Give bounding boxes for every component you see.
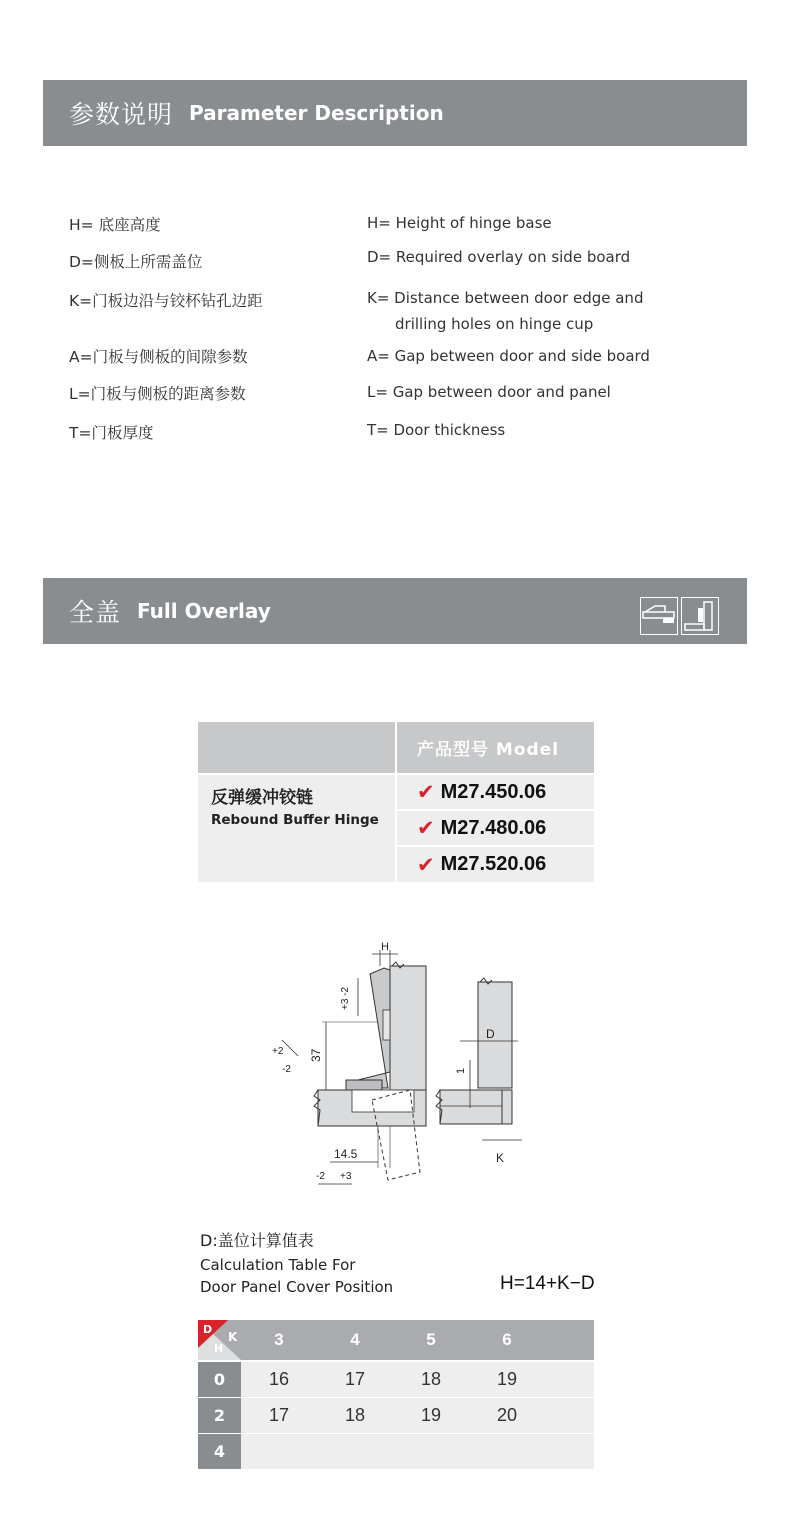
model-code: M27.520.06 bbox=[440, 853, 547, 875]
table-cell: 17 bbox=[344, 1369, 366, 1389]
full-overlay-side-icon bbox=[681, 597, 719, 635]
calc-title-en-1: Calculation Table For bbox=[200, 1256, 356, 1274]
table-cell bbox=[241, 1434, 317, 1469]
param-a-zh: A=门板与侧板的间隙参数 bbox=[69, 348, 248, 366]
h-value: 0 bbox=[198, 1362, 241, 1397]
param-h-en: H= Height of hinge base bbox=[367, 214, 552, 232]
param-t-en: T= Door thickness bbox=[367, 421, 506, 439]
model-code: M27.480.06 bbox=[440, 816, 547, 839]
label-adj-vertical: +3 -2 bbox=[340, 986, 351, 1010]
k-value: 4 bbox=[350, 1330, 360, 1349]
overlay-icons bbox=[640, 597, 719, 635]
table-row bbox=[198, 1434, 594, 1469]
model-row bbox=[397, 775, 594, 809]
full-overlay-top-icon bbox=[640, 597, 678, 635]
h-value: 4 bbox=[198, 1434, 241, 1469]
param-h-zh: H= 底座高度 bbox=[69, 216, 161, 234]
label-14-5: 14.5 bbox=[334, 1147, 358, 1161]
param-k-en: K= Distance between door edge and bbox=[367, 289, 644, 307]
corner-h: H bbox=[214, 1342, 224, 1355]
table-cell: 18 bbox=[344, 1405, 366, 1425]
product-name-en: Rebound Buffer Hinge bbox=[211, 812, 379, 828]
check-icon: ✔ bbox=[417, 852, 435, 877]
table-cell: 20 bbox=[496, 1405, 518, 1425]
product-name-zh: 反弹缓冲铰链 bbox=[211, 788, 313, 808]
table-cell: 18 bbox=[420, 1369, 442, 1389]
table-corner bbox=[198, 1320, 241, 1360]
corner-k: K bbox=[228, 1330, 238, 1344]
table-cell bbox=[469, 1434, 545, 1469]
k-value: 6 bbox=[502, 1330, 512, 1349]
param-l-zh: L=门板与侧板的距离参数 bbox=[69, 385, 246, 403]
table-cell: 19 bbox=[496, 1369, 518, 1389]
table-cell: 16 bbox=[268, 1369, 290, 1389]
label-adj-h-plus: +3 bbox=[340, 1171, 352, 1182]
param-l-en: L= Gap between door and panel bbox=[367, 383, 611, 401]
table-cell: 17 bbox=[268, 1405, 290, 1425]
parameter-description-banner bbox=[43, 80, 747, 146]
param-k-zh: K=门板边沿与铰杯钻孔边距 bbox=[69, 292, 263, 310]
model-code: M27.450.06 bbox=[440, 780, 547, 803]
full-overlay-banner bbox=[43, 578, 747, 644]
model-table-header: 产品型号 Model bbox=[397, 722, 594, 773]
param-t-zh: T=门板厚度 bbox=[69, 424, 154, 442]
banner-title-zh: 全盖 bbox=[69, 598, 122, 627]
h-value: 2 bbox=[198, 1398, 241, 1433]
label-adj-h-minus: -2 bbox=[316, 1171, 325, 1182]
check-icon: ✔ bbox=[417, 780, 435, 804]
label-1: 1 bbox=[455, 1067, 467, 1074]
model-row bbox=[397, 847, 594, 882]
table-cell: 19 bbox=[420, 1405, 442, 1425]
banner-title-zh: 参数说明 bbox=[69, 100, 174, 129]
k-value: 5 bbox=[426, 1330, 436, 1349]
formula: H=14+K−D bbox=[500, 1273, 595, 1294]
calc-table-header bbox=[198, 1320, 594, 1360]
corner-d: D bbox=[203, 1323, 213, 1336]
banner-title-en: Full Overlay bbox=[137, 599, 271, 623]
k-value: 3 bbox=[274, 1330, 284, 1349]
label-k: K bbox=[496, 1151, 505, 1165]
label-h: H bbox=[381, 941, 389, 953]
param-d-en: D= Required overlay on side board bbox=[367, 248, 631, 266]
param-d-zh: D=侧板上所需盖位 bbox=[69, 253, 203, 271]
model-row bbox=[397, 811, 594, 845]
calc-title-en-2: Door Panel Cover Position bbox=[200, 1278, 394, 1296]
table-row bbox=[198, 1362, 594, 1397]
table-cell bbox=[317, 1434, 393, 1469]
calc-title-zh: D:盖位计算值表 bbox=[200, 1231, 314, 1250]
param-k-en-line2: drilling holes on hinge cup bbox=[395, 315, 594, 333]
label-d: D bbox=[486, 1027, 495, 1041]
param-a-en: A= Gap between door and side board bbox=[367, 347, 650, 365]
banner-title-en: Parameter Description bbox=[189, 101, 444, 125]
label-adj-angle-top: +2 bbox=[272, 1046, 284, 1057]
label-adj-angle-bottom: -2 bbox=[282, 1064, 291, 1075]
table-row bbox=[198, 1398, 594, 1433]
check-icon: ✔ bbox=[417, 816, 435, 840]
product-name-cell bbox=[198, 775, 395, 882]
table-cell bbox=[393, 1434, 469, 1469]
model-table-header-blank bbox=[198, 722, 395, 773]
label-37: 37 bbox=[309, 1048, 323, 1062]
hinge-technical-drawing bbox=[260, 940, 530, 1190]
